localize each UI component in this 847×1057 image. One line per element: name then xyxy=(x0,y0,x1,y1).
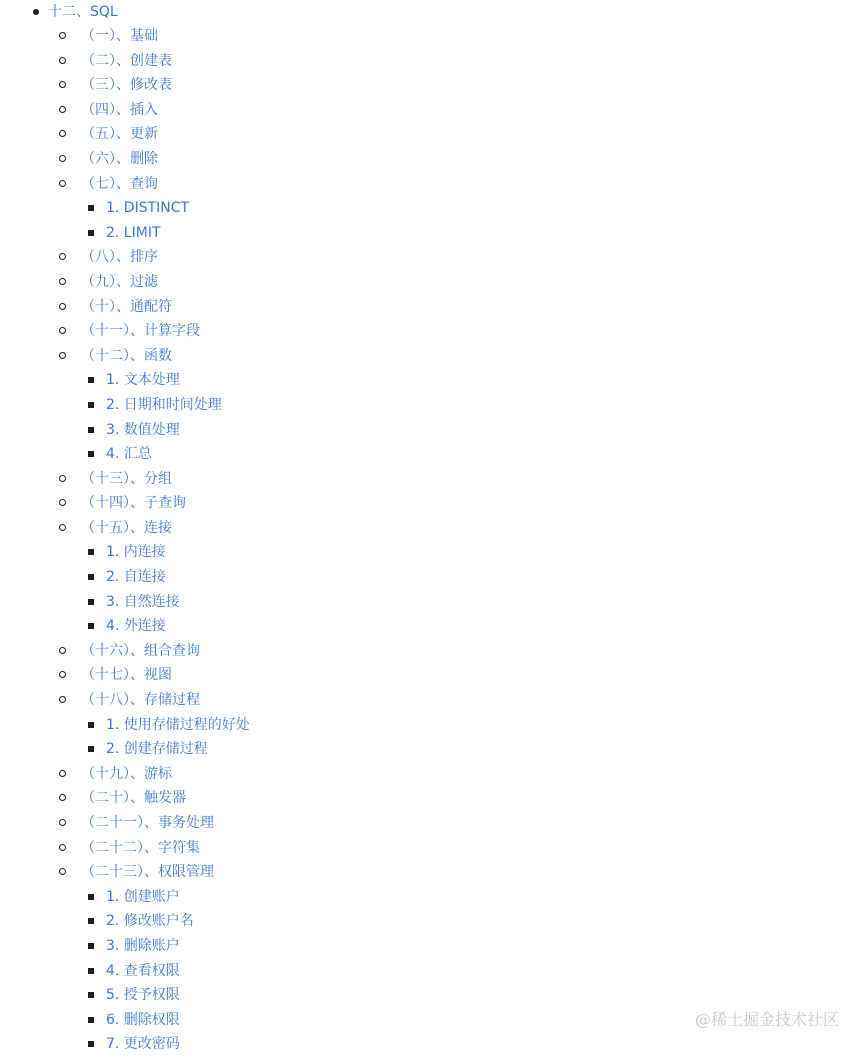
toc-subsection-list xyxy=(106,885,250,1057)
toc-subsection-row xyxy=(106,934,250,959)
toc-subsection-row xyxy=(106,221,250,246)
toc-subsection-item xyxy=(106,909,250,934)
toc-subsection-item xyxy=(106,1008,250,1033)
toc-subsection-link[interactable]: 3. 删除账户 xyxy=(106,937,180,954)
toc-section-link[interactable]: （九）、过滤 xyxy=(81,273,158,290)
toc-section-row xyxy=(81,663,250,688)
toc-subsection-item xyxy=(106,885,250,910)
toc-section-item xyxy=(48,786,250,811)
toc-subsection-row xyxy=(106,1032,250,1057)
toc-section-row xyxy=(81,811,250,836)
toc-section-link[interactable]: （八）、排序 xyxy=(81,249,158,266)
toc-subsection-link[interactable]: 2. 修改账户名 xyxy=(106,913,194,930)
toc-section-link[interactable]: （十四）、子查询 xyxy=(81,495,186,512)
toc-subsection-row xyxy=(106,983,250,1008)
toc-subsection-item xyxy=(106,614,250,639)
toc-subsection-row xyxy=(106,590,250,615)
toc-subsection-item xyxy=(106,737,250,762)
toc-subsection-row xyxy=(106,368,250,393)
toc-subsection-item xyxy=(106,590,250,615)
toc-subsection-link[interactable]: 5. 授予权限 xyxy=(106,987,180,1004)
toc-section-row xyxy=(81,639,250,664)
toc-section-item xyxy=(48,73,250,98)
toc-section-row xyxy=(81,295,250,320)
toc-section-row xyxy=(81,688,250,713)
toc-section-item xyxy=(48,860,250,1057)
toc-subsection-item xyxy=(106,713,250,738)
toc-section-item xyxy=(48,24,250,49)
toc-subsection-item xyxy=(106,1032,250,1057)
toc-subsection-link[interactable]: 1. 创建账户 xyxy=(106,888,180,905)
toc-section-item xyxy=(48,639,250,664)
toc-subsection-link[interactable]: 1. 使用存储过程的好处 xyxy=(106,716,250,733)
toc-section-row xyxy=(81,98,250,123)
toc-section-row xyxy=(81,73,250,98)
toc-subsection-row xyxy=(106,614,250,639)
toc-section-item xyxy=(48,319,250,344)
toc-section-item xyxy=(48,245,250,270)
toc-section-link[interactable]: （三）、修改表 xyxy=(81,77,172,94)
toc-subsection-item xyxy=(106,540,250,565)
toc-subsection-link[interactable]: 4. 汇总 xyxy=(106,446,152,463)
toc-subsection-row xyxy=(106,565,250,590)
toc-subsection-item xyxy=(106,565,250,590)
toc-subsection-list xyxy=(106,540,250,638)
toc-section-row xyxy=(81,836,250,861)
toc-section-row xyxy=(81,319,250,344)
toc-top-item xyxy=(0,2,250,1057)
toc-section-item xyxy=(48,147,250,172)
toc-section-link[interactable]: （二十三）、权限管理 xyxy=(81,864,214,881)
toc-subsection-link[interactable]: 1. DISTINCT xyxy=(106,200,190,217)
toc-subsection-item xyxy=(106,934,250,959)
toc-section-item xyxy=(48,49,250,74)
toc-subsection-link[interactable]: 6. 删除权限 xyxy=(106,1011,180,1028)
toc-subsection-row xyxy=(106,737,250,762)
toc-subsection-item xyxy=(106,196,250,221)
toc-subsection-row xyxy=(106,418,250,443)
toc-section-item xyxy=(48,762,250,787)
toc-section-link[interactable]: （十三）、分组 xyxy=(81,470,172,487)
toc-subsection-item xyxy=(106,983,250,1008)
toc-section-row xyxy=(81,762,250,787)
toc-subsection-link[interactable]: 2. LIMIT xyxy=(106,224,161,241)
watermark: @稀土掘金技术社区 xyxy=(694,1010,839,1029)
toc-top-list xyxy=(0,2,250,1057)
toc-subsection-row xyxy=(106,909,250,934)
toc-subsection-row xyxy=(106,959,250,984)
toc-section-item xyxy=(48,516,250,639)
toc-section-row xyxy=(81,860,250,885)
toc-subsection-item xyxy=(106,442,250,467)
toc-section-link[interactable]: （一）、基础 xyxy=(81,28,158,44)
toc-subsection-row xyxy=(106,540,250,565)
toc-section-item xyxy=(48,836,250,861)
toc-subsection-link[interactable]: 3. 自然连接 xyxy=(106,593,180,610)
toc-subsection-row xyxy=(106,442,250,467)
toc-section-link[interactable]: （七）、查询 xyxy=(81,175,158,192)
toc-subsection-link[interactable]: 3. 数值处理 xyxy=(106,421,180,438)
toc-section-row xyxy=(81,147,250,172)
toc-section-item xyxy=(48,811,250,836)
toc-section-link[interactable]: （十一）、计算字段 xyxy=(81,323,200,340)
toc-section-item xyxy=(48,344,250,467)
toc-section-link[interactable]: （十五）、连接 xyxy=(81,519,172,536)
toc-subsection-item xyxy=(106,368,250,393)
toc-section-link[interactable]: （四）、插入 xyxy=(81,101,158,118)
toc-subsection-link[interactable]: 1. 文本处理 xyxy=(106,372,180,389)
toc-section-row xyxy=(81,24,250,49)
toc-section-row xyxy=(81,516,250,541)
toc-section-row xyxy=(81,467,250,492)
toc-section-item xyxy=(48,467,250,492)
toc-section-item xyxy=(48,491,250,516)
toc-subsection-item xyxy=(106,393,250,418)
toc-section-row xyxy=(81,122,250,147)
toc-section-row xyxy=(81,172,250,197)
toc-section-link[interactable]: （十六）、组合查询 xyxy=(81,642,200,659)
toc-title-link[interactable]: 十二、SQL xyxy=(48,4,118,20)
toc-subsection-row xyxy=(106,885,250,910)
toc-subsection-link[interactable]: 4. 查看权限 xyxy=(106,962,180,979)
toc-section-link[interactable]: （二）、创建表 xyxy=(81,52,172,69)
toc-subsection-row xyxy=(106,393,250,418)
toc-section-row xyxy=(81,786,250,811)
toc-subsection-link[interactable]: 7. 更改密码 xyxy=(106,1036,180,1053)
toc-subsection-link[interactable]: 1. 内连接 xyxy=(106,544,166,561)
toc-section-item xyxy=(48,295,250,320)
toc-section-link[interactable]: （二十二）、字符集 xyxy=(81,839,200,856)
toc-subsection-row xyxy=(106,1008,250,1033)
toc-section-item xyxy=(48,122,250,147)
toc-subsection-item xyxy=(106,959,250,984)
toc-section-row xyxy=(81,491,250,516)
toc-section-link[interactable]: （二十）、触发器 xyxy=(81,790,186,807)
toc-section-link[interactable]: （十九）、游标 xyxy=(81,765,172,782)
toc-section-link[interactable]: （六）、删除 xyxy=(81,150,158,167)
toc-subsection-link[interactable]: 4. 外连接 xyxy=(106,618,166,635)
toc-subsection-list xyxy=(106,713,250,762)
toc-section-item xyxy=(48,172,250,246)
toc-section-link[interactable]: （五）、更新 xyxy=(81,126,158,143)
toc-subsection-row xyxy=(106,713,250,738)
table-of-contents xyxy=(0,2,250,1057)
toc-section-link[interactable]: （十七）、视图 xyxy=(81,667,172,684)
toc-subsection-list xyxy=(106,368,250,466)
toc-subsection-row xyxy=(106,196,250,221)
toc-section-link[interactable]: （十二）、函数 xyxy=(81,347,172,364)
toc-subsection-link[interactable]: 2. 自连接 xyxy=(106,569,166,586)
toc-section-item xyxy=(48,688,250,762)
toc-subsection-item xyxy=(106,221,250,246)
toc-subsection-link[interactable]: 2. 创建存储过程 xyxy=(106,741,208,758)
toc-section-row xyxy=(81,49,250,74)
toc-section-row xyxy=(81,245,250,270)
toc-section-row xyxy=(81,344,250,369)
toc-section-row xyxy=(81,270,250,295)
toc-section-item xyxy=(48,98,250,123)
toc-section-link[interactable]: （十八）、存储过程 xyxy=(81,692,200,709)
toc-section-item xyxy=(48,663,250,688)
toc-section-list xyxy=(48,24,250,1057)
toc-section-item xyxy=(48,270,250,295)
toc-subsection-link[interactable]: 2. 日期和时间处理 xyxy=(106,396,222,413)
toc-top-row xyxy=(48,2,250,23)
toc-section-link[interactable]: （二十一）、事务处理 xyxy=(81,815,214,831)
toc-subsection-item xyxy=(106,418,250,443)
toc-subsection-list xyxy=(106,196,250,245)
toc-section-link[interactable]: （十）、通配符 xyxy=(81,298,172,315)
